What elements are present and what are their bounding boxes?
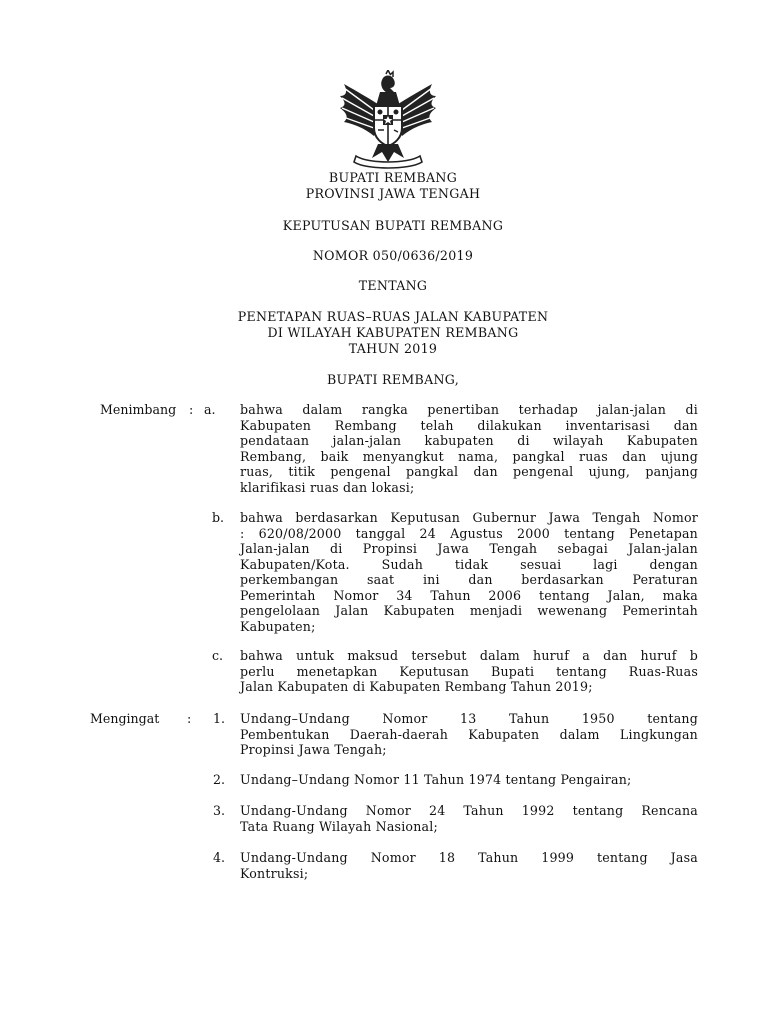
- text-line: Tata Ruang Wilayah Nasional;: [240, 818, 438, 834]
- mengingat-item-1: [240, 711, 698, 758]
- mengingat-item-4: [240, 850, 698, 881]
- text-line: : 620/08/2000 tanggal 24 Agustus 2000 tentang Penetapan: [240, 525, 698, 541]
- issuer-heading: BUPATI REMBANG,: [326, 372, 460, 387]
- menimbang-item-c: [240, 648, 698, 695]
- text-line: perlu menetapkan Keputusan Bupati tentang Ruas-Ruas: [240, 663, 698, 679]
- mengingat-label: Mengingat: [90, 711, 160, 726]
- menimbang-colon: :: [189, 402, 194, 417]
- text-line: Kabupaten;: [240, 618, 316, 634]
- text-line: Kabupaten Rembang telah dilakukan inventarisasi dan: [240, 417, 698, 433]
- decree-title: KEPUTUSAN BUPATI REMBANG: [282, 218, 504, 233]
- garuda-emblem-icon: [334, 70, 442, 170]
- text-line: Undang–Undang Nomor 11 Tahun 1974 tentang Pengairan;: [240, 772, 632, 787]
- decree-about: TENTANG: [358, 278, 428, 293]
- text-line: Propinsi Jawa Tengah;: [240, 742, 387, 757]
- mengingat-marker-2: 2.: [213, 772, 226, 787]
- text-line: pendataan jalan-jalan kabupaten di wilayah Kabupaten: [240, 433, 698, 448]
- text-line: Kontruksi;: [240, 865, 309, 881]
- decree-subject-line-1: PENETAPAN RUAS–RUAS JALAN KABUPATEN: [237, 309, 549, 324]
- mengingat-colon: :: [187, 711, 192, 726]
- menimbang-item-b: [240, 510, 698, 634]
- decree-number: NOMOR 050/0636/2019: [312, 248, 474, 263]
- text-line: bahwa berdasarkan Keputusan Gubernur Jawa Tengah Nomor: [240, 510, 698, 525]
- text-line: Rembang, baik menyangkut nama, pangkal ruas dan ujung: [240, 448, 698, 464]
- text-line: Undang–Undang Nomor 13 Tahun 1950 tentang: [240, 711, 698, 726]
- mengingat-item-2: [240, 772, 698, 788]
- decree-subject-line-3: TAHUN 2019: [348, 341, 438, 356]
- text-line: bahwa untuk maksud tersebut dalam huruf a dan huruf b: [240, 648, 698, 663]
- text-line: Undang-Undang Nomor 18 Tahun 1999 tentang Jasa: [240, 850, 698, 865]
- menimbang-marker-b: b.: [212, 510, 225, 525]
- mengingat-marker-3: 3.: [213, 803, 226, 818]
- menimbang-item-a: [240, 402, 698, 495]
- text-line: Pembentukan Daerah-daerah Kabupaten dalam Lingkungan: [240, 726, 698, 742]
- text-line: klarifikasi ruas dan lokasi;: [240, 479, 415, 495]
- text-line: pengelolaan Jalan Kabupaten menjadi wewenang Pemerintah: [240, 603, 698, 618]
- text-line: Jalan-jalan di Propinsi Jawa Tengah sebagai Jalan-jalan: [240, 541, 698, 556]
- mengingat-marker-4: 4.: [213, 850, 226, 865]
- text-line: ruas, titik pengenal pangkal dan pengenal ujung, panjang: [240, 464, 698, 479]
- header-line-1: BUPATI REMBANG: [328, 170, 458, 185]
- menimbang-marker-a: a.: [204, 402, 216, 417]
- text-line: Jalan Kabupaten di Kabupaten Rembang Tahun 2019;: [240, 679, 593, 694]
- menimbang-marker-c: c.: [212, 648, 224, 663]
- menimbang-label: Menimbang: [100, 402, 177, 417]
- decree-subject-line-2: DI WILAYAH KABUPATEN REMBANG: [267, 325, 519, 340]
- text-line: bahwa dalam rangka penertiban terhadap jalan-jalan di: [240, 402, 698, 417]
- mengingat-item-3: [240, 803, 698, 834]
- text-line: perkembangan saat ini dan berdasarkan Peraturan: [240, 572, 698, 587]
- text-line: Pemerintah Nomor 34 Tahun 2006 tentang Jalan, maka: [240, 587, 698, 603]
- text-line: Kabupaten/Kota. Sudah tidak sesuai lagi dengan: [240, 556, 698, 572]
- header-line-2: PROVINSI JAWA TENGAH: [305, 186, 481, 201]
- text-line: Undang-Undang Nomor 24 Tahun 1992 tentang Rencana: [240, 803, 698, 818]
- mengingat-marker-1: 1.: [213, 711, 226, 726]
